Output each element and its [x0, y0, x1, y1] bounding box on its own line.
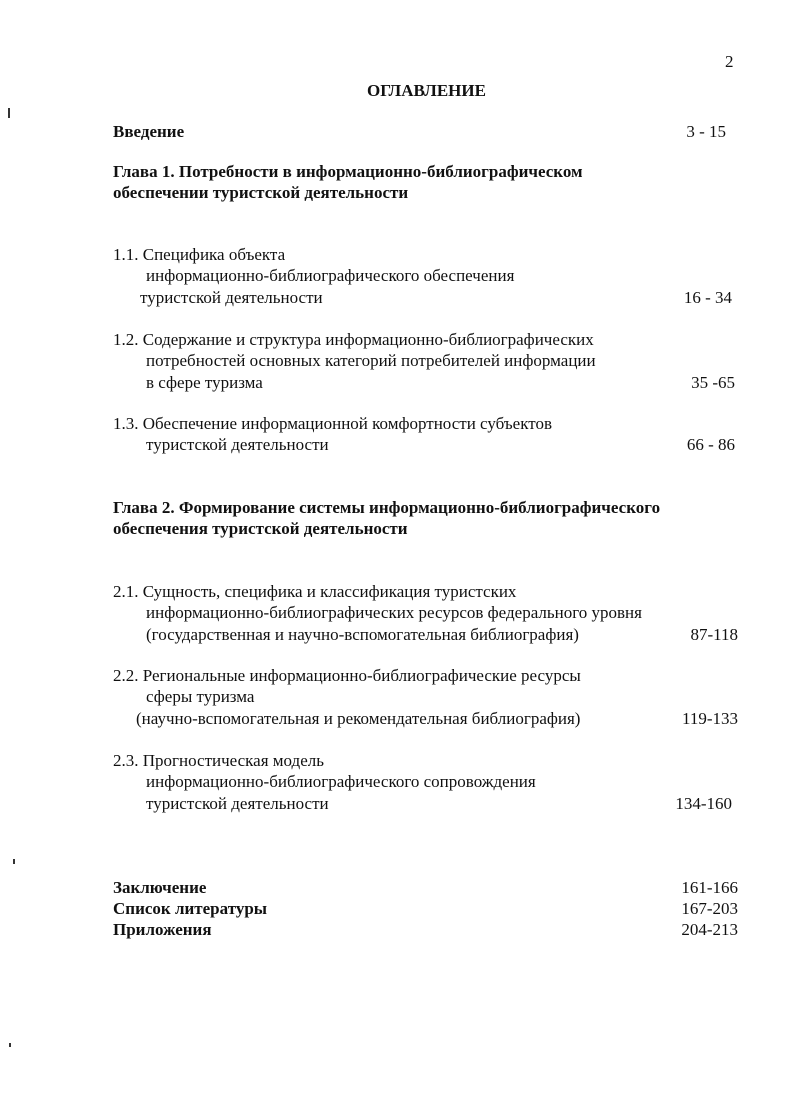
section-2-1-pages: 87-118 — [690, 625, 738, 644]
section-2-1-line2: информационно-библиографических ресурсов федерального уровня — [146, 603, 642, 622]
section-1-1-line3: туристской деятельности — [140, 288, 323, 307]
page-number: 2 — [725, 52, 734, 71]
section-2-2-line1: 2.2. Региональные информационно-библиографические ресурсы — [113, 666, 581, 685]
section-1-1-line1: 1.1. Специфика объекта — [113, 245, 286, 264]
scan-speck — [13, 859, 15, 864]
page-title: ОГЛАВЛЕНИЕ — [367, 81, 486, 100]
section-1-2-line1: 1.2. Содержание и структура информационно-библиографических — [113, 330, 594, 349]
section-2-3-line3: туристской деятельности — [146, 794, 329, 813]
section-2-3-line2: информационно-библиографического сопровождения — [146, 772, 536, 791]
section-2-3-pages: 134-160 — [675, 794, 732, 813]
section-2-2-line2: сферы туризма — [146, 687, 255, 706]
section-1-2-line3: в сфере туризма — [146, 373, 263, 392]
toc-references-pages: 167-203 — [681, 899, 738, 918]
section-1-3-line1: 1.3. Обеспечение информационной комфортности субъектов — [113, 414, 552, 433]
toc-appendices-label: Приложения — [113, 920, 212, 939]
section-1-1-line2: информационно-библиографического обеспечения — [146, 266, 515, 285]
section-2-1-line3: (государственная и научно-вспомогательная библиография) — [146, 625, 579, 644]
section-1-1-pages: 16 - 34 — [683, 288, 732, 307]
toc-intro-label: Введение — [113, 122, 185, 141]
chapter2-heading-line2: обеспечения туристской деятельности — [113, 519, 408, 538]
section-2-2-pages: 119-133 — [681, 709, 738, 728]
chapter1-heading-line2: обеспечении туристской деятельности — [113, 183, 409, 202]
section-2-3-line1: 2.3. Прогностическая модель — [113, 751, 324, 770]
section-1-2-pages: 35 -65 — [691, 373, 735, 392]
chapter2-heading-line1: Глава 2. Формирование системы информационно-библиографического — [113, 498, 661, 517]
section-1-2-line2: потребностей основных категорий потребителей информации — [146, 351, 596, 370]
toc-appendices-pages: 204-213 — [681, 920, 738, 939]
section-2-2-line3: (научно-вспомогательная и рекомендательная библиография) — [136, 709, 581, 728]
section-1-3-line2: туристской деятельности — [146, 435, 329, 454]
toc-intro-pages: 3 - 15 — [686, 122, 726, 141]
toc-references-label: Список литературы — [113, 899, 268, 918]
section-2-1-line1: 2.1. Сущность, специфика и классификация туристских — [113, 582, 517, 601]
section-1-3-pages: 66 - 86 — [686, 435, 735, 454]
chapter1-heading-line1: Глава 1. Потребности в информационно-библиографическом — [113, 162, 583, 181]
scan-speck — [9, 1043, 11, 1047]
toc-conclusion-label: Заключение — [113, 878, 207, 897]
toc-conclusion-pages: 161-166 — [681, 878, 738, 897]
scan-speck — [8, 108, 10, 118]
